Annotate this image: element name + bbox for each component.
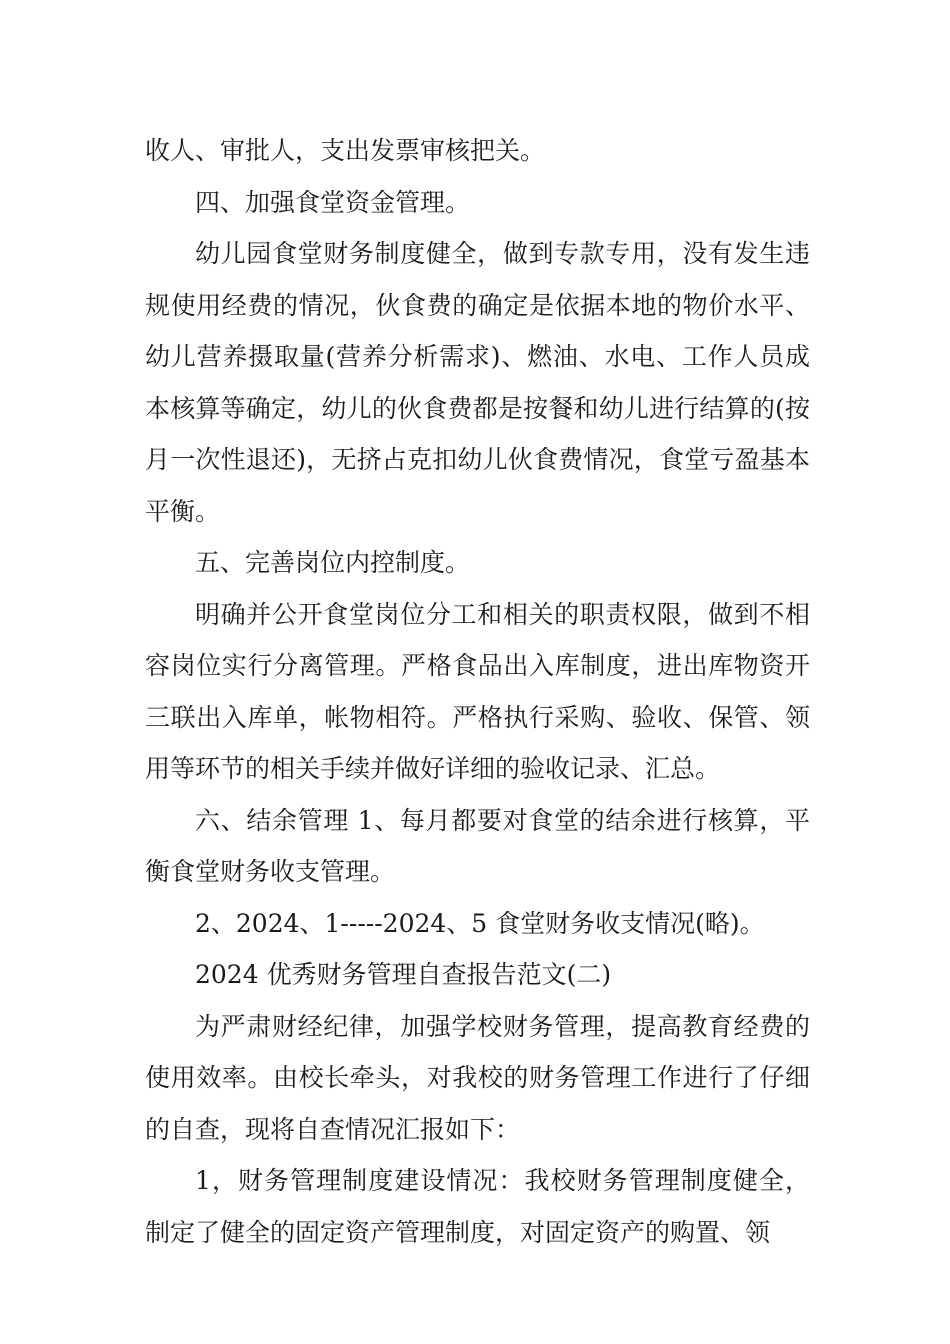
- section-heading-5: 五、完善岗位内控制度。: [195, 548, 471, 577]
- document-body: [145, 125, 810, 1258]
- paragraph-system-construction: 1，财务管理制度建设情况：我校财务管理制度健全，制定了健全的固定资产管理制度，对固定资产的购置、领: [145, 1166, 810, 1247]
- paragraph-income-expense: 2、2024、1-----2024、5 食堂财务收支情况(略)。: [195, 908, 765, 938]
- paragraph-continuation: 收人、审批人，支出发票审核把关。: [145, 136, 546, 165]
- paragraph-intro: 为严肃财经纪律，加强学校财务管理，提高教育经费的使用效率。由校长牵头，对我校的财务管理工作进行了仔细的自查，现将自查情况汇报如下：: [145, 1011, 810, 1144]
- paragraph-canteen-finance: 幼儿园食堂财务制度健全，做到专款专用，没有发生违规使用经费的情况，伙食费的确定是依据本地的物价水平、幼儿营养摄取量(营养分析需求)、燃油、水电、工作人员成本核算等确定，幼儿的伙食费都是按餐和幼儿进行结算的(按月一次性退还)，无挤占克扣幼儿伙食费情况，食堂亏盈基本平衡。: [145, 239, 810, 526]
- paragraph-surplus-management: 六、结余管理 1、每月都要对食堂的结余进行核算，平衡食堂财务收支管理。: [145, 805, 810, 886]
- paragraph-post-control: 明确并公开食堂岗位分工和相关的职责权限，做到不相容岗位实行分离管理。严格食品出入库制度，进出库物资开三联出入库单，帐物相符。严格执行采购、验收、保管、领用等环节的相关手续并做好详细的验收记录、汇总。: [145, 599, 810, 783]
- report-title-2: 2024 优秀财务管理自查报告范文(二): [195, 960, 612, 989]
- section-heading-4: 四、加强食堂资金管理。: [195, 187, 471, 217]
